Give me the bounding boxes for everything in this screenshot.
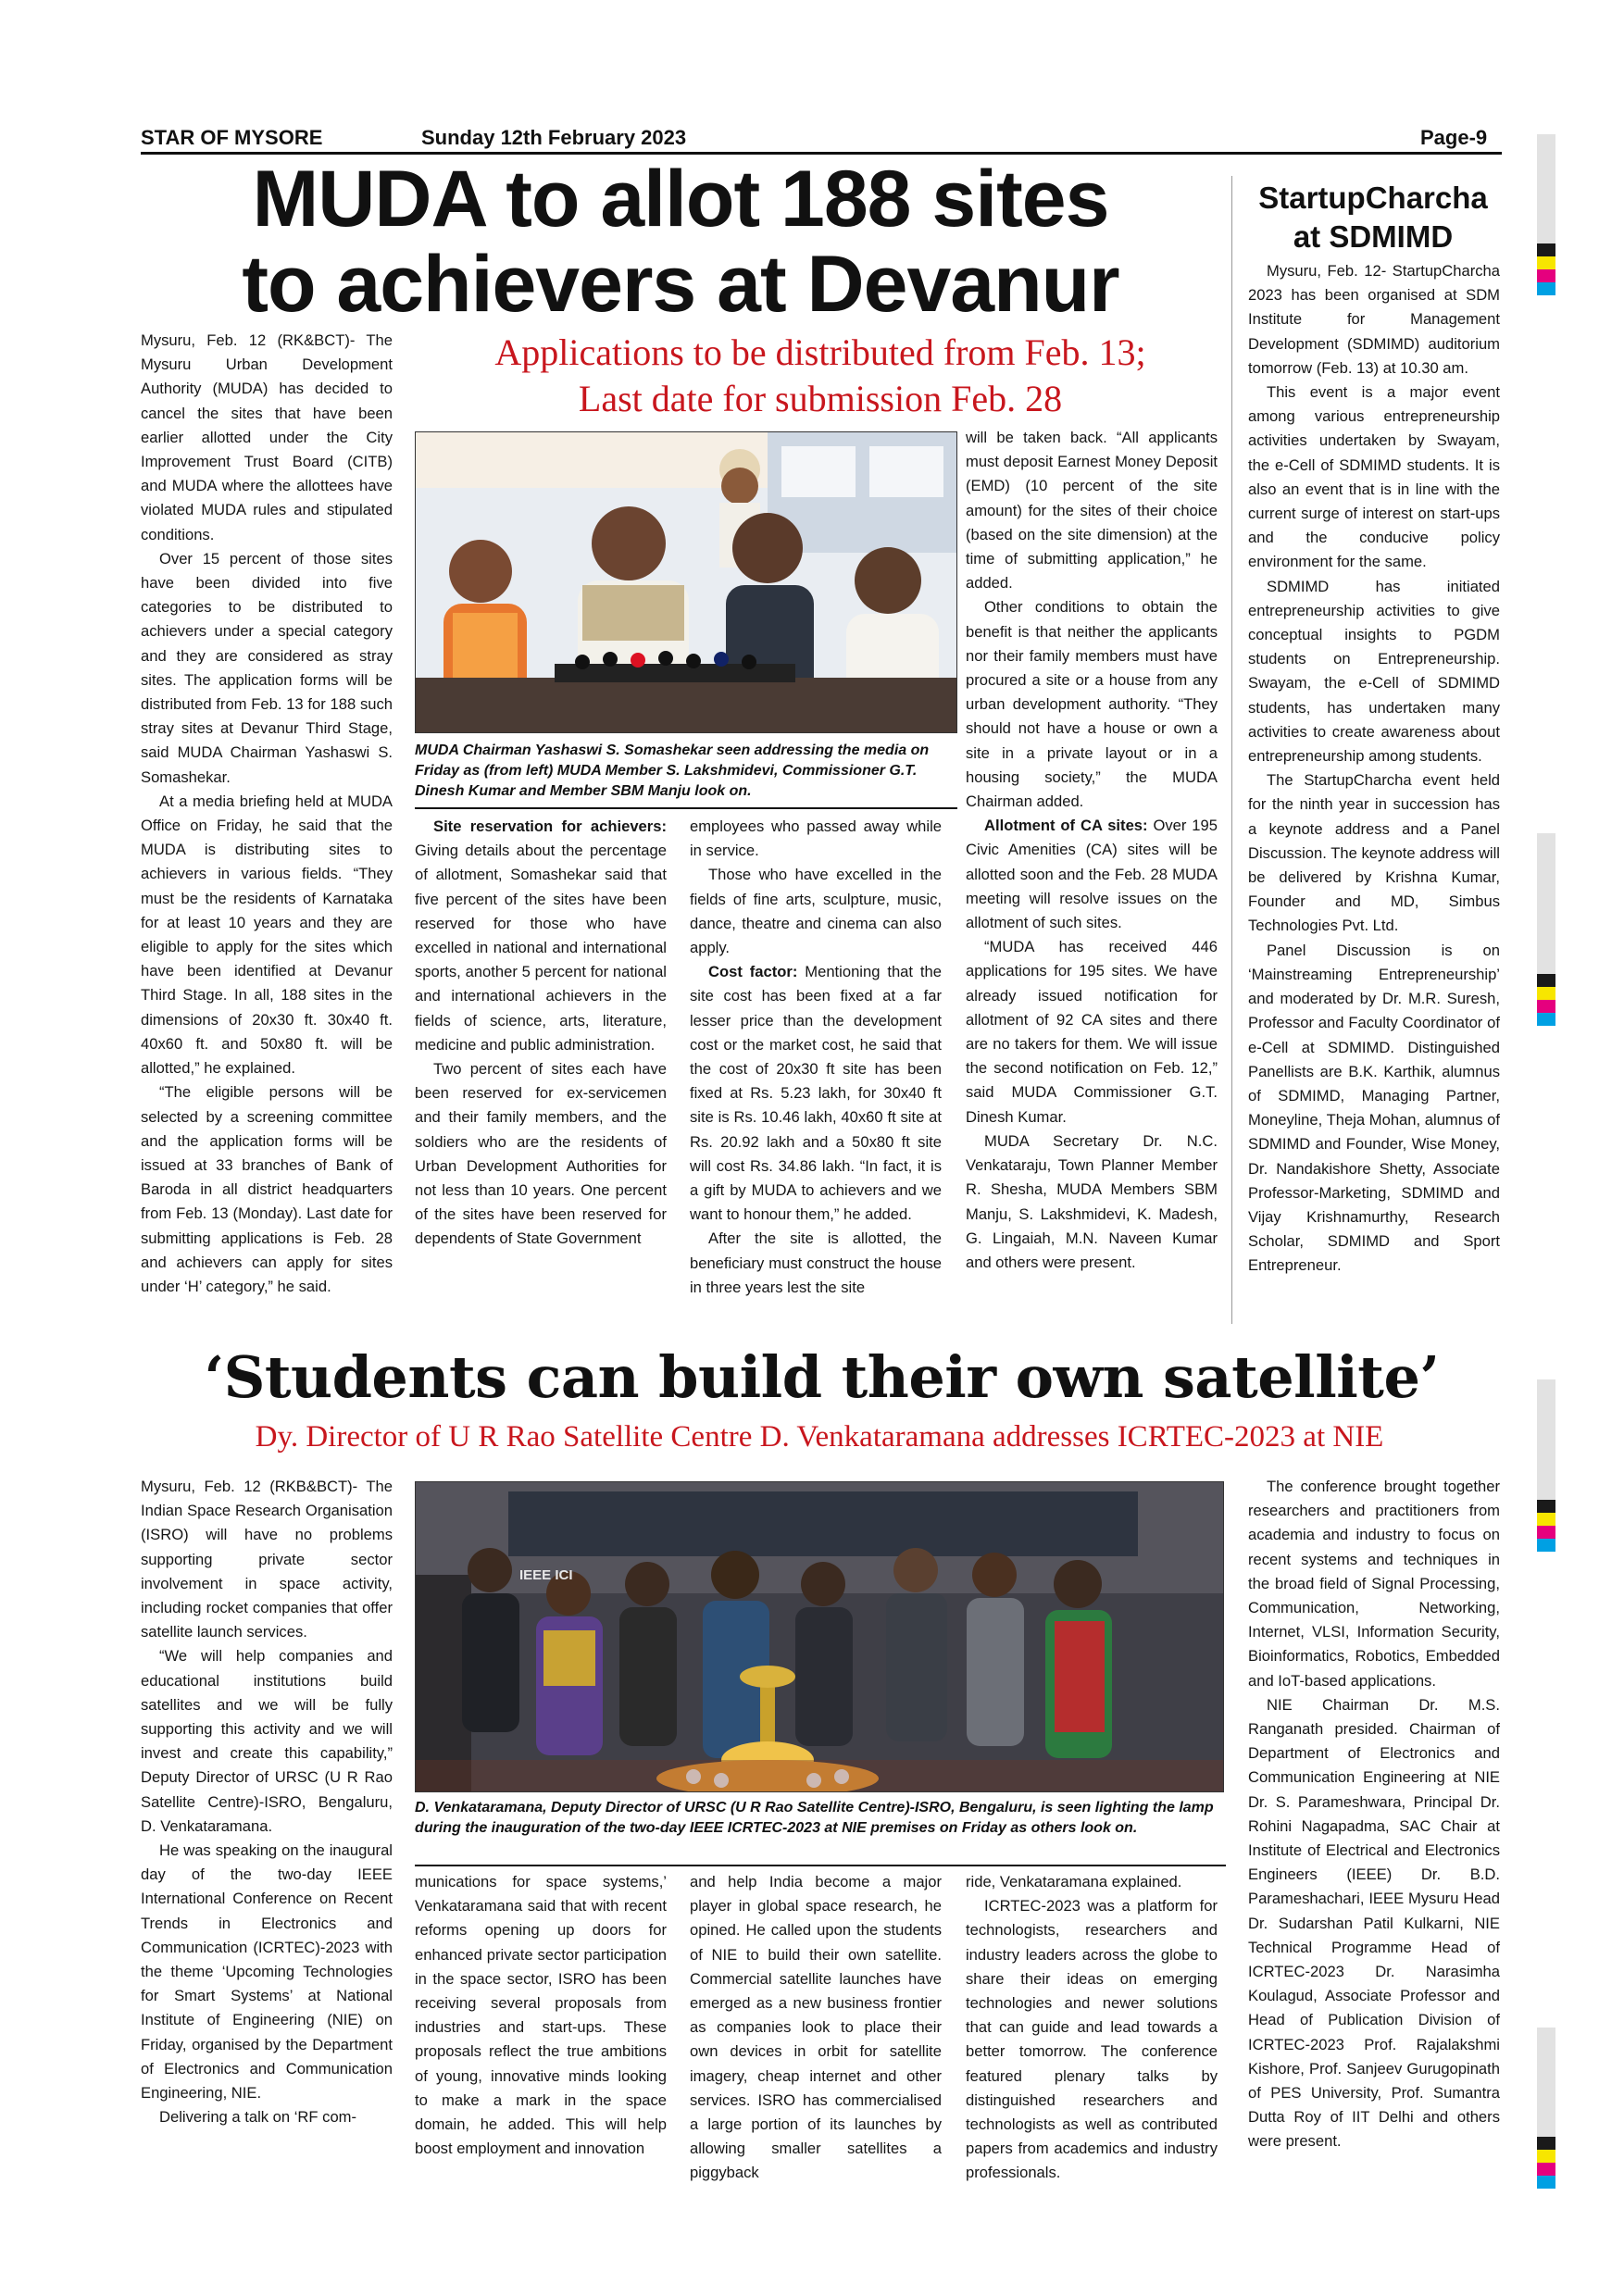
paragraph: ride, Venkataramana explained.	[966, 1873, 1182, 1890]
subheadline-muda-line1: Applications to be distributed from Feb. 13;	[494, 331, 1146, 373]
registration-magenta-swatch	[1537, 2163, 1555, 2176]
headline-muda-line2: to achievers at Devanur	[242, 240, 1119, 329]
paragraph: Mentioning that the site cost has been fixed at a far lesser price than the development cost or the market cost, he said that the cost of 20x30 ft site has been fixed at Rs. 5.23 lakh, for 30x40 ft site is Rs. 10.46 lakh, 40x60 ft site at Rs. 20.92 lakh and a 50x80 ft site will cost Rs. 34.86 lakh. “In fact, it is a gift by MUDA to achievers and we want to honour them,” he added.	[690, 963, 942, 1224]
registration-bar	[1537, 134, 1555, 243]
paragraph: ICRTEC-2023 was a platform for technologists, researchers and industry leaders across the globe to share their ideas on emerging technologies and newer solutions that can guide and lead towards a better tomorrow. The conference featured plenary talks by distinguished researchers and technologists as well as contributed papers from academics and industry professionals.	[966, 1897, 1218, 2182]
registration-cyan-swatch	[1537, 1539, 1555, 1552]
paragraph: Two percent of sites each have been reserved for ex-servicemen and their family members, and the soldiers who are the residents of Urban Development Authorities for not less than 10 years. One percent of the sites have been reserved for dependents of State Government	[415, 1060, 667, 1248]
sidebar-body	[1248, 259, 1500, 1279]
satellite-column-4	[966, 1870, 1218, 2186]
paragraph: At a media briefing held at MUDA Office on Friday, he said that the MUDA is distributing sites to achievers in various fields. “They must be the residents of Karnataka for at least 10 years and they are eligible to apply for the sites which have been identified at Devanur Third Stage. In all, 188 sites in the dimensions of 20x30 ft. 30x40 ft. 40x60 ft. and 50x80 ft. will be allotted,” he explained.	[141, 792, 393, 1078]
muda-press-photo	[415, 431, 957, 733]
paragraph: After the site is allotted, the beneficiary must construct the house in three years lest the site	[690, 1229, 942, 1296]
subhead-ca-sites: Allotment of CA sites:	[984, 817, 1148, 835]
registration-yellow-swatch	[1537, 256, 1555, 269]
muda-column-3	[690, 815, 942, 1300]
registration-yellow-swatch	[1537, 1513, 1555, 1526]
paragraph: “MUDA has received 446 applications for 195 sites. We have already issued notification for allotment of 92 CA sites and there are no takers for them. We will issue the second notification on Feb. 12,” said MUDA Commissioner G.T. Dinesh Kumar.	[966, 938, 1218, 1126]
registration-bar	[1537, 833, 1555, 974]
registration-magenta-swatch	[1537, 269, 1555, 282]
paragraph: This event is a major event among various entrepreneurship activities undertaken by Swayam, the e-Cell of SDMIMD students. It is also an event that is in line with the current surge of interest on start-ups and the conducive policy environment for the same.	[1248, 383, 1500, 571]
registration-bar	[1537, 1379, 1555, 1500]
registration-bar	[1537, 2028, 1555, 2137]
muda-column-4	[966, 426, 1218, 1275]
caption-rule	[415, 1865, 1226, 1866]
paragraph: Giving details about the percentage of allotment, Somashekar said that five percent of the sites have been reserved for those who have excelled in national and international sports, another 5 percent for national and international achievers in the fields of science, arts, literature, medicine and public administration.	[415, 842, 667, 1054]
paragraph: “We will help companies and educational institutions build satellites and we will be fully supporting this activity and we will invest and create this capability,” Deputy Director of URSC (U R Rao Satellite Centre)-ISRO, Bengaluru, D. Venkataramana.	[141, 1647, 393, 1835]
registration-yellow-swatch	[1537, 2150, 1555, 2163]
masthead: STAR OF MYSORE	[141, 126, 323, 149]
paragraph: Those who have excelled in the fields of fine arts, sculpture, music, dance, theatre and cinema can also apply.	[690, 866, 942, 957]
page-number: Page-9	[1420, 126, 1488, 149]
paragraph: The StartupCharcha event held for the ninth year in succession has a keynote address and a Panel Discussion. The keynote address will be delivered by Krishna Kumar, Founder and MD, Simbus Technologies Pvt. Ltd.	[1248, 771, 1500, 935]
registration-cyan-swatch	[1537, 1013, 1555, 1026]
icrtec-photo-caption: D. Venkataramana, Deputy Director of URSC (U R Rao Satellite Centre)-ISRO, Bengaluru, is seen lighting the lamp during the inauguration of the two-day IEEE ICRTEC-2023 at NIE premises on Friday as others look on.	[415, 1800, 1214, 1836]
satellite-column-1	[141, 1475, 393, 2129]
subhead-cost-factor: Cost factor:	[708, 963, 798, 981]
paragraph: Delivering a talk on ‘RF com-	[159, 2108, 357, 2127]
paragraph: He was speaking on the inaugural day of the two-day IEEE International Conference on Recent Trends in Electronics and Communication (ICRTEC)-2023 with the theme ‘Upcoming Technologies for Smart Systems’ at National Institute of Engineering (NIE) on Friday, organised by the Department of Electronics and Communication Engineering, NIE.	[141, 1841, 393, 2103]
paragraph: “The eligible persons will be selected by a screening committee and the application forms will be issued at 33 branches of Bank of Baroda in all district headquarters from Feb. 13 (Monday). Last date for submitting applications is Feb. 28 and achievers can apply for sites under ‘H’ category,” he said.	[141, 1083, 393, 1295]
headline-muda-line1: MUDA to allot 188 sites	[252, 155, 1109, 243]
satellite-column-3	[690, 1870, 942, 2186]
caption-rule	[415, 807, 957, 809]
paragraph: The conference brought together researchers and practitioners from academia and industry to focus on recent systems and techniques in the broad field of Signal Processing, Communication, Networking, Internet, VLSI, Information Security, Bioinformatics, Robotics, Embedded and IoT-based applications.	[1248, 1478, 1500, 1690]
paragraph: Over 195 Civic Amenities (CA) sites will be allotted soon and the Feb. 28 MUDA meeting will resolve issues on the allotment of such sites.	[966, 817, 1218, 932]
muda-column-2	[415, 815, 667, 1252]
registration-cyan-swatch	[1537, 2176, 1555, 2189]
paragraph: SDMIMD has initiated entrepreneurship activities to give conceptual insights to PGDM students on Entrepreneurship. Swayam, the e-Cell of SDMIMD students, has undertaken many activities to create awareness about entrepreneurship among students.	[1248, 577, 1500, 766]
muda-column-1	[141, 329, 393, 1299]
subhead-site-reservation: Site reservation for achievers:	[433, 817, 667, 835]
registration-black-swatch	[1537, 2137, 1555, 2150]
paragraph: munications for space systems,’ Venkataramana said that with recent reforms opening up doors for enhanced private sector participation in the space sector, ISRO has been receiving several proposals from industries and start-ups. These proposals reflect the true ambitions of young, innovative minds looking to make a mark in the space domain, he added. This will help boost employment and innovation	[415, 1873, 667, 2158]
headline-satellite: ‘Students can build their own satellite’	[204, 1343, 1440, 1411]
paragraph: employees who passed away while in service.	[690, 817, 942, 860]
satellite-column-5	[1248, 1475, 1500, 2154]
paragraph: Panel Discussion is on ‘Mainstreaming Entrepreneurship’ and moderated by Dr. M.R. Suresh, Professor and Faculty Coordinator of e-Cell at SDMIMD. Distinguished Panellists are B.K. Karthik, alumnus of SDMIMD, Managing Partner, Moneyline, Theja Mohan, alumnus of SDMIMD and Founder, Wise Money, Dr. Nandakishore Shetty, Associate Professor-Marketing, SDMIMD and Vijay Krishnamurthy, Research Scholar, SDMIMD and Sport Entrepreneur.	[1248, 941, 1500, 1275]
sidebar-title-line2: at SDMIMD	[1293, 219, 1454, 254]
muda-photo-caption: MUDA Chairman Yashaswi S. Somashekar seen addressing the media on Friday as (from left) MUDA Member S. Lakshmidevi, Commissioner G.T. Dinesh Kumar and Member SBM Manju look on.	[415, 742, 930, 799]
icrtec-photo-illustration	[416, 1482, 1224, 1792]
paragraph: NIE Chairman Dr. M.S. Ranganath presided. Chairman of Department of Electronics and Communication Engineering at NIE Dr. S. Parameshwara, Principal Dr. Rohini Nagapadma, SAC Chair at Institute of Electrical and Electronics Engineers (IEEE) Dr. B.D. Parameshachari, IEEE Mysuru Head Dr. Sudarshan Patil Kulkarni, NIE Technical Programme Head of ICRTEC-2023 Dr. Narasimha Koulagud, Associate Professor and Head of Publication Division of ICRTEC-2023 Prof. Rajalakshmi Kishore, Prof. Sanjeev Gurugopinath of PES University, Prof. Sumantra Dutta Roy of IIT Delhi and others were present.	[1248, 1695, 1500, 2151]
photo-banner-text: IEEE ICI	[519, 1567, 573, 1583]
sidebar-title-line1: StartupCharcha	[1258, 181, 1488, 215]
satellite-column-2	[415, 1870, 667, 2161]
icrtec-inauguration-photo	[415, 1481, 1224, 1792]
paragraph: Mysuru, Feb. 12 (RKB&BCT)- The Indian Space Research Organisation (ISRO) will have no problems supporting private sector involvement in space activity, including rocket companies that offer satellite launch services.	[141, 1478, 393, 1641]
muda-photo-illustration	[416, 432, 957, 733]
paragraph: Other conditions to obtain the benefit is that neither the applicants nor their family members must have procured a site or a house from any urban development authority. “They should not have a house or own a site in a private layout or in a housing society,” the MUDA Chairman added.	[966, 598, 1218, 811]
subheadline-satellite: Dy. Director of U R Rao Satellite Centre D. Venkataramana addresses ICRTEC-2023 at NIE	[255, 1420, 1384, 1454]
registration-black-swatch	[1537, 243, 1555, 256]
paragraph: Mysuru, Feb. 12 (RK&BCT)- The Mysuru Urban Development Authority (MUDA) has decided to cancel the sites that have been earlier allotted under the City Improvement Trust Board (CITB) and MUDA where the allottees have violated MUDA rules and stipulated conditions.	[141, 331, 393, 543]
registration-black-swatch	[1537, 1500, 1555, 1513]
registration-magenta-swatch	[1537, 1526, 1555, 1539]
subheadline-muda-line2: Last date for submission Feb. 28	[578, 378, 1063, 419]
column-divider	[1231, 176, 1232, 1324]
registration-yellow-swatch	[1537, 987, 1555, 1000]
paragraph: Over 15 percent of those sites have been divided into five categories to be distributed to achievers under a special category and they are considered as stray sites. The application forms will be distributed from Feb. 13 for 188 such stray sites at Devanur Third Stage, said MUDA Chairman Yashaswi S. Somashekar.	[141, 549, 393, 786]
paragraph: Mysuru, Feb. 12- StartupCharcha 2023 has been organised at SDM Institute for Management Development (SDMIMD) auditorium tomorrow (Feb. 13) at 10.30 am.	[1248, 262, 1500, 377]
paragraph: and help India become a major player in global space research, he opined. He called upon the students of NIE to build their own satellite. Commercial satellite launches have emerged as a new business frontier as companies look to place their own devices in orbit for satellite imagery, cheap internet and other services. ISRO has commercialised a large portion of its launches by allowing smaller satellites a piggyback	[690, 1873, 942, 2182]
registration-black-swatch	[1537, 974, 1555, 987]
registration-magenta-swatch	[1537, 1000, 1555, 1013]
issue-date: Sunday 12th February 2023	[421, 126, 687, 149]
paragraph: will be taken back. “All applicants must deposit Earnest Money Deposit (EMD) (10 percent of the site amount) for the sites of their choice (based on the site dimension) at the time of submitting application,” he added.	[966, 429, 1218, 593]
registration-cyan-swatch	[1537, 282, 1555, 295]
paragraph: MUDA Secretary Dr. N.C. Venkataraju, Town Planner Member R. Shesha, MUDA Members SBM Manju, S. Lakshmidevi, K. Madesh, G. Lingaiah, M.N. Naveen Kumar and others were present.	[966, 1131, 1218, 1271]
